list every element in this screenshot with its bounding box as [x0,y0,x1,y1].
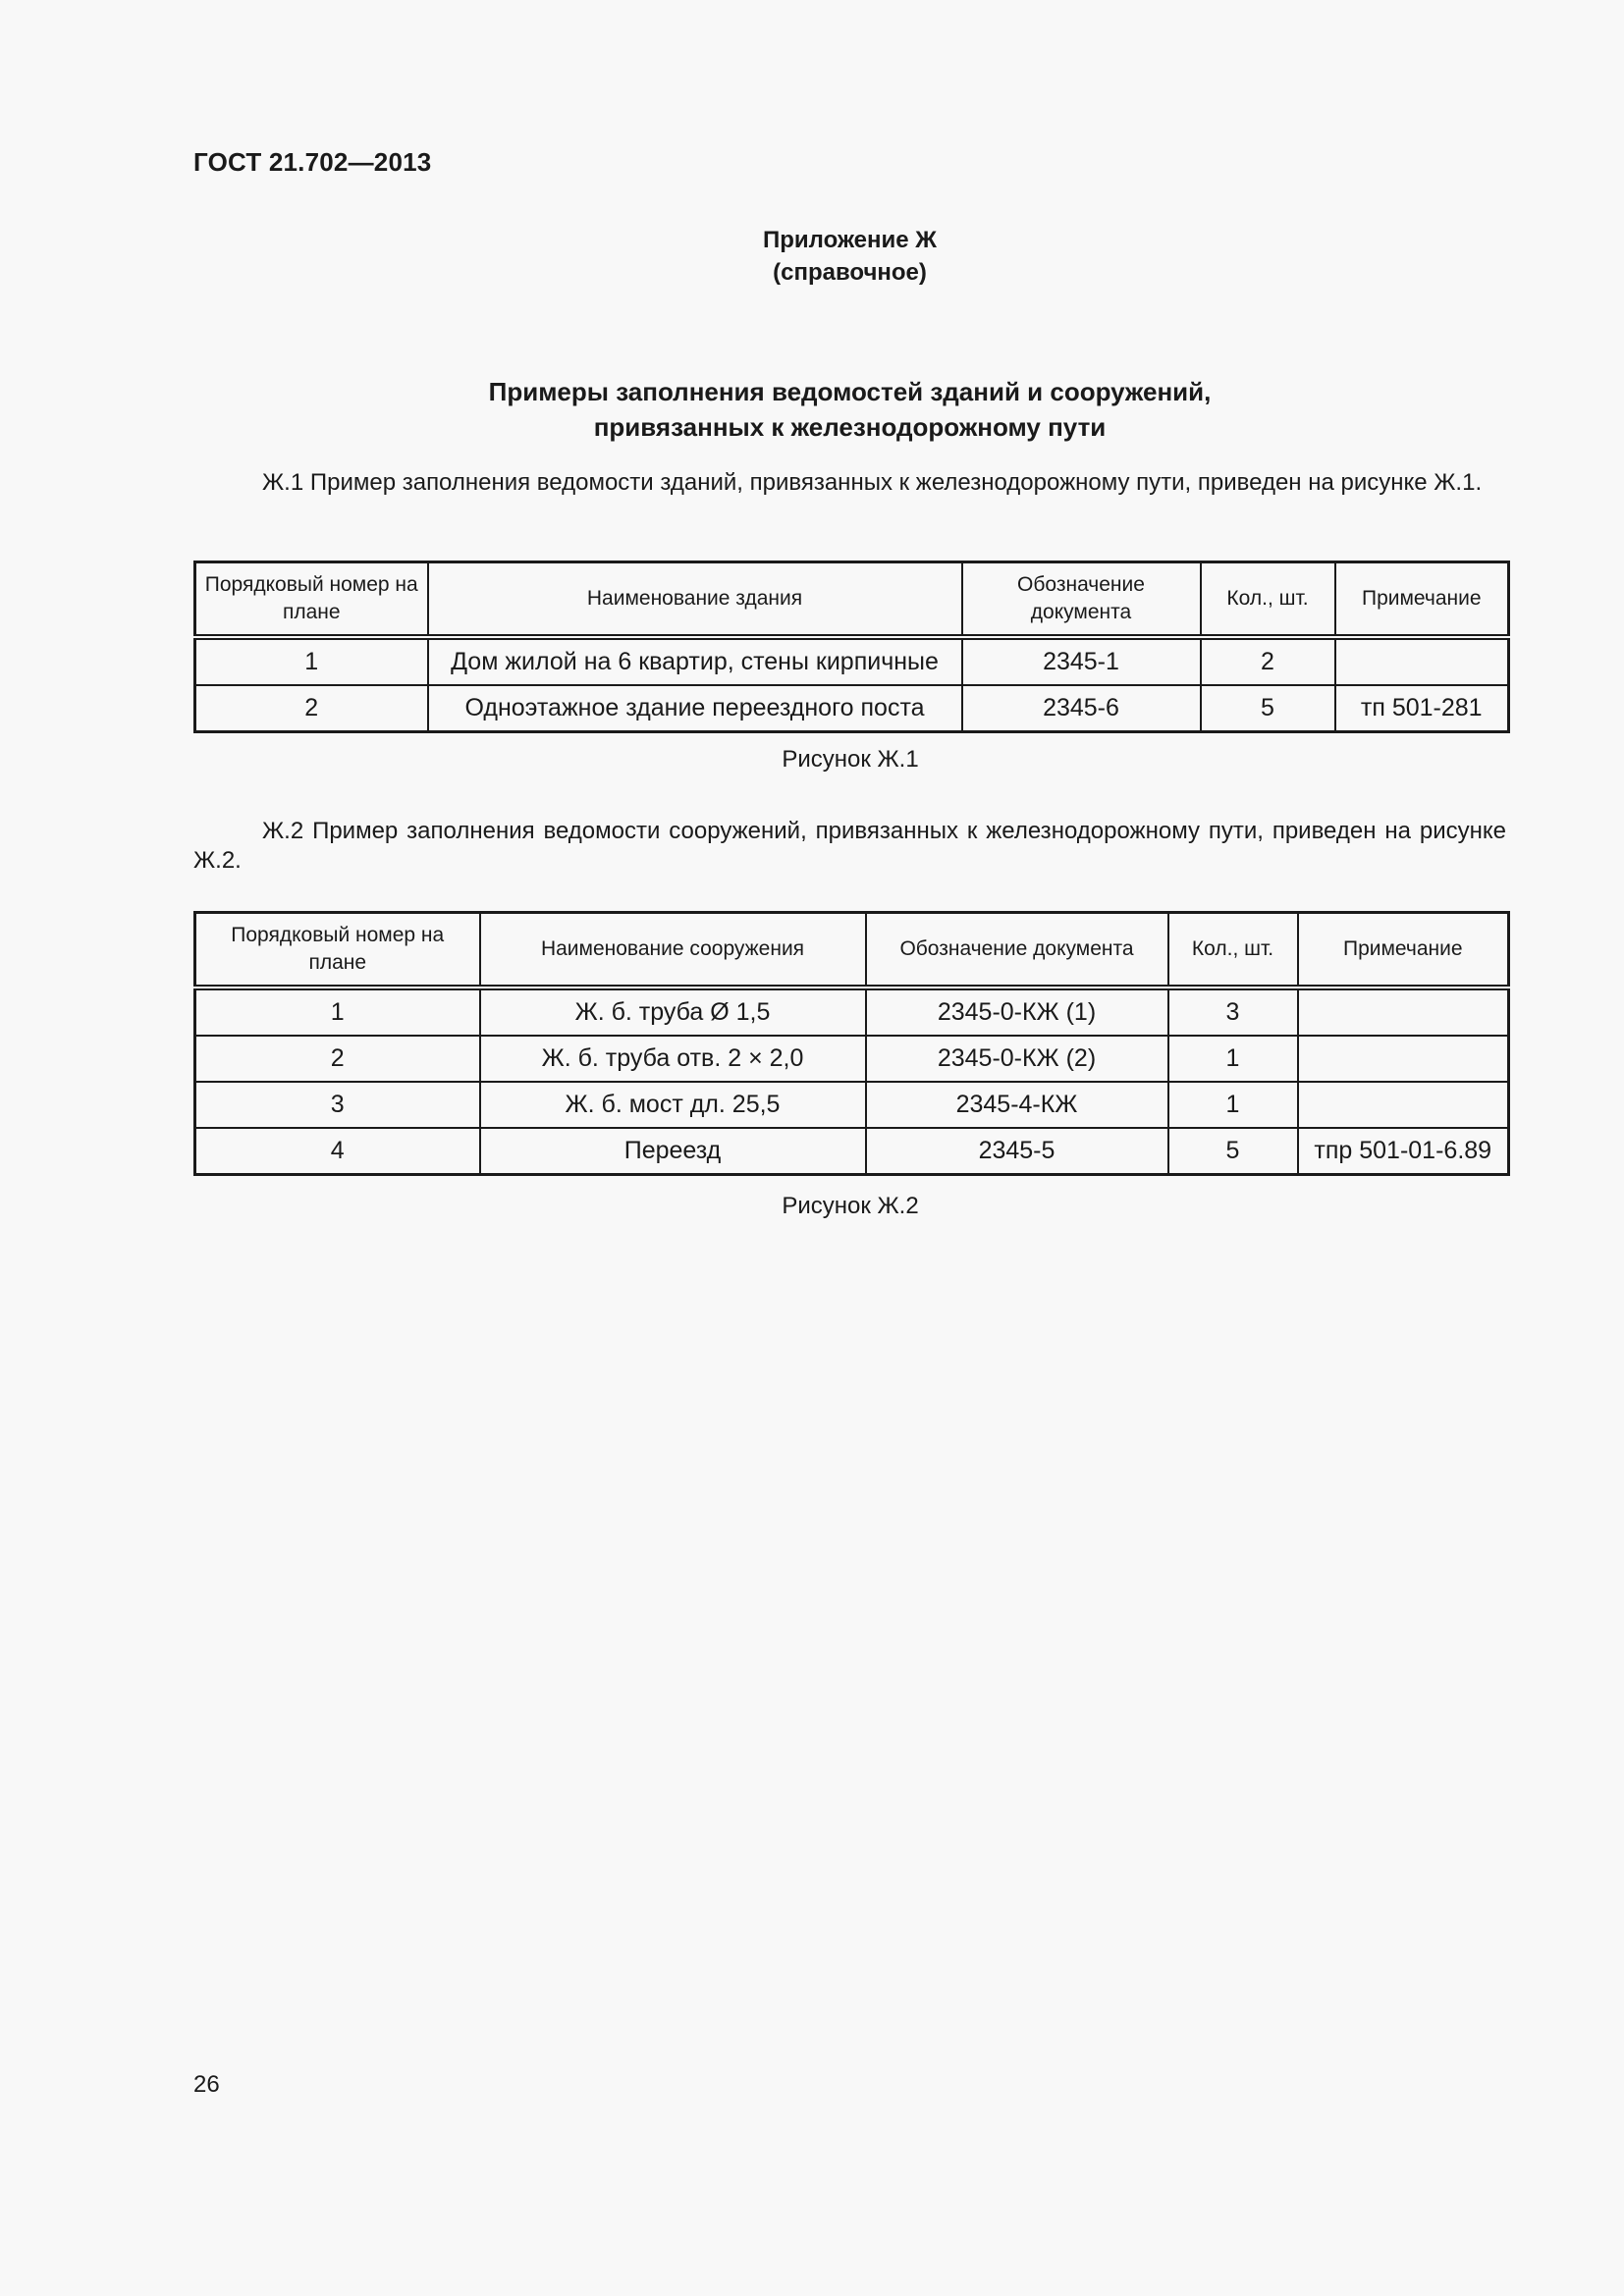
section-title-line-2: привязанных к железнодорожному пути [593,412,1107,442]
table-row [195,1082,1509,1128]
document-code: ГОСТ 21.702—2013 [193,147,432,177]
figure-caption-2: Рисунок Ж.2 [782,1193,919,1219]
table-cell [1298,1036,1509,1082]
table-cell [1335,637,1509,685]
table-cell: 3 [1168,988,1298,1036]
table-cell: 2 [195,685,428,732]
table-cell: 2345-0-КЖ (1) [866,988,1168,1036]
table-cell: тп 501-281 [1335,685,1509,732]
appendix-kind: (справочное) [773,259,927,286]
table-row [195,1036,1509,1082]
section-title [193,374,1506,445]
table-cell: Одноэтажное здание переездного поста [428,685,962,732]
table-cell: 5 [1168,1128,1298,1175]
appendix-label: Приложение Ж [763,227,937,253]
table-cell [1298,988,1509,1036]
paragraph-1: Ж.1 Пример заполнения ведомости зданий, привязанных к железнодорожному пути, приведен на рисунке Ж.1. [262,469,1483,496]
table-cell: 2345-6 [962,685,1201,732]
structures-table [193,911,1510,1176]
table-cell: 2345-0-КЖ (2) [866,1036,1168,1082]
paragraph-2: Ж.2 Пример заполнения ведомости сооружений, привязанных к железнодорожному пути, приведен на рисунке Ж.2. [193,818,1506,874]
table-cell: Ж. б. труба Ø 1,5 [480,988,866,1036]
table-cell: 1 [195,988,480,1036]
table-cell [1298,1082,1509,1128]
table-cell: 1 [1168,1036,1298,1082]
table-cell: 1 [1168,1082,1298,1128]
table-row [195,685,1509,732]
table-row [195,988,1509,1036]
table-header-row [195,913,1509,988]
table-cell: 1 [195,637,428,685]
page-number: 26 [193,2071,220,2098]
table-cell: 2 [195,1036,480,1082]
header-cell: Порядковый номер на плане [195,913,480,988]
table-cell: 2 [1201,637,1335,685]
table-cell: тпр 501-01-6.89 [1298,1128,1509,1175]
table-cell: 5 [1201,685,1335,732]
figure-caption-1: Рисунок Ж.1 [782,746,919,773]
table-cell: Ж. б. мост дл. 25,5 [480,1082,866,1128]
buildings-table [193,561,1510,733]
table-row [195,637,1509,685]
table-cell: 2345-5 [866,1128,1168,1175]
header-cell: Кол., шт. [1201,562,1335,638]
header-cell: Наименование сооружения [480,913,866,988]
table-cell: Дом жилой на 6 квартир, стены кирпичные [428,637,962,685]
header-cell: Кол., шт. [1168,913,1298,988]
header-cell: Обозначение документа [866,913,1168,988]
header-cell: Наименование здания [428,562,962,638]
table-row [195,1128,1509,1175]
table-cell: 4 [195,1128,480,1175]
header-cell: Порядковый номер на плане [195,562,428,638]
table-header-row [195,562,1509,638]
table-cell: Переезд [480,1128,866,1175]
section-title-line-1: Примеры заполнения ведомостей зданий и сооружений, [488,377,1212,406]
appendix-heading [193,224,1506,289]
table-cell: 2345-4-КЖ [866,1082,1168,1128]
table-cell: 3 [195,1082,480,1128]
header-cell: Примечание [1298,913,1509,988]
table-cell: Ж. б. труба отв. 2 × 2,0 [480,1036,866,1082]
header-cell: Примечание [1335,562,1509,638]
header-cell: Обозначение документа [962,562,1201,638]
table-cell: 2345-1 [962,637,1201,685]
